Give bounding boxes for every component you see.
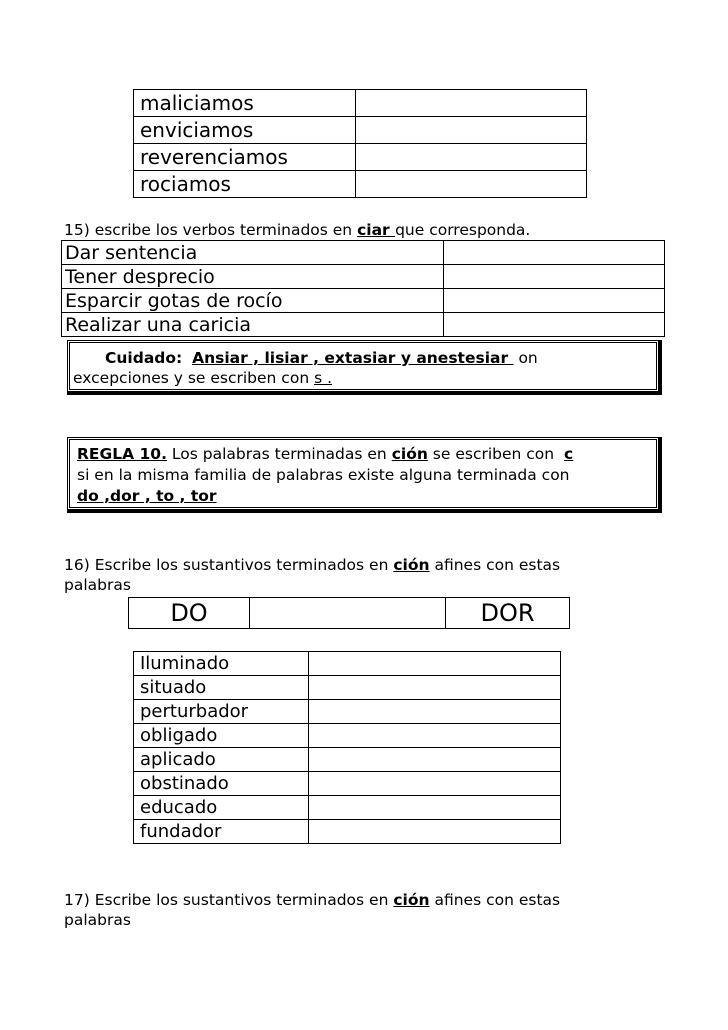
table-cell-word: obstinado bbox=[134, 772, 309, 796]
table-cell-answer[interactable] bbox=[309, 796, 561, 820]
table-cell-word: perturbador bbox=[134, 700, 309, 724]
table-cell-phrase: Esparcir gotas de rocío bbox=[62, 289, 444, 313]
cuidado-note-line1: Cuidado: Ansiar , lisiar , extasiar y anestesiar on bbox=[105, 349, 538, 367]
table-row bbox=[134, 820, 561, 844]
table-cell-answer[interactable] bbox=[356, 90, 587, 117]
table-row bbox=[134, 724, 561, 748]
exercise-17-instruction-line2: palabras bbox=[64, 911, 131, 929]
table-cell-answer[interactable] bbox=[309, 820, 561, 844]
table-row bbox=[62, 265, 665, 289]
cuidado-note-line2: excepciones y se escriben con s . bbox=[73, 369, 333, 387]
regla-10-line3: do ,dor , to , tor bbox=[77, 487, 217, 505]
table-row bbox=[134, 117, 587, 144]
exercise-16-table bbox=[133, 651, 561, 844]
table-cell-word: fundador bbox=[134, 820, 309, 844]
table-cell-answer[interactable] bbox=[309, 772, 561, 796]
regla-10-line2: si en la misma familia de palabras existe alguna terminada con bbox=[77, 466, 570, 484]
verbs-ciamos-table bbox=[133, 89, 587, 198]
exercise-16-instruction-line2: palabras bbox=[64, 576, 131, 594]
table-row bbox=[134, 144, 587, 171]
table-cell-word: educado bbox=[134, 796, 309, 820]
table-cell-word: enviciamos bbox=[134, 117, 356, 144]
cuidado-label: Cuidado: bbox=[105, 349, 183, 367]
table-cell-answer[interactable] bbox=[309, 700, 561, 724]
table-row bbox=[134, 676, 561, 700]
table-cell-answer[interactable] bbox=[309, 724, 561, 748]
header-blank bbox=[250, 598, 446, 629]
table-cell-phrase: Realizar una caricia bbox=[62, 313, 444, 337]
table-cell-word: Iluminado bbox=[134, 652, 309, 676]
table-cell-answer[interactable] bbox=[356, 171, 587, 198]
table-cell-answer[interactable] bbox=[444, 265, 665, 289]
table-cell-answer[interactable] bbox=[309, 748, 561, 772]
table-row bbox=[62, 313, 665, 337]
table-row bbox=[134, 748, 561, 772]
do-dor-header-table bbox=[128, 597, 570, 629]
table-cell-answer[interactable] bbox=[444, 313, 665, 337]
table-cell-word: rociamos bbox=[134, 171, 356, 198]
regla-10-title: REGLA 10. bbox=[77, 445, 167, 463]
table-cell-word: situado bbox=[134, 676, 309, 700]
table-cell-word: aplicado bbox=[134, 748, 309, 772]
table-row bbox=[134, 700, 561, 724]
table-row bbox=[134, 772, 561, 796]
table-row bbox=[129, 598, 570, 629]
table-row bbox=[134, 171, 587, 198]
table-row bbox=[62, 289, 665, 313]
table-cell-phrase: Dar sentencia bbox=[62, 241, 444, 265]
header-dor: DOR bbox=[446, 598, 570, 629]
exercise-16-instruction: 16) Escribe los sustantivos terminados en ción afines con estas bbox=[64, 556, 561, 574]
table-cell-answer[interactable] bbox=[356, 144, 587, 171]
table-cell-word: reverenciamos bbox=[134, 144, 356, 171]
table-row bbox=[134, 652, 561, 676]
table-row bbox=[134, 90, 587, 117]
exercise-15-instruction: 15) escribe los verbos terminados en ciar que corresponda. bbox=[64, 221, 531, 239]
exercise-15-table bbox=[61, 240, 665, 337]
table-row bbox=[134, 796, 561, 820]
table-cell-word: maliciamos bbox=[134, 90, 356, 117]
table-cell-answer[interactable] bbox=[309, 676, 561, 700]
table-cell-answer[interactable] bbox=[444, 289, 665, 313]
table-row bbox=[62, 241, 665, 265]
table-cell-phrase: Tener desprecio bbox=[62, 265, 444, 289]
table-cell-answer[interactable] bbox=[309, 652, 561, 676]
exercise-17-instruction: 17) Escribe los sustantivos terminados en ción afines con estas bbox=[64, 891, 561, 909]
table-cell-answer[interactable] bbox=[444, 241, 665, 265]
table-cell-answer[interactable] bbox=[356, 117, 587, 144]
header-do: DO bbox=[129, 598, 250, 629]
regla-10-line1: REGLA 10. Los palabras terminadas en ción se escriben con c bbox=[77, 445, 574, 463]
table-cell-word: obligado bbox=[134, 724, 309, 748]
